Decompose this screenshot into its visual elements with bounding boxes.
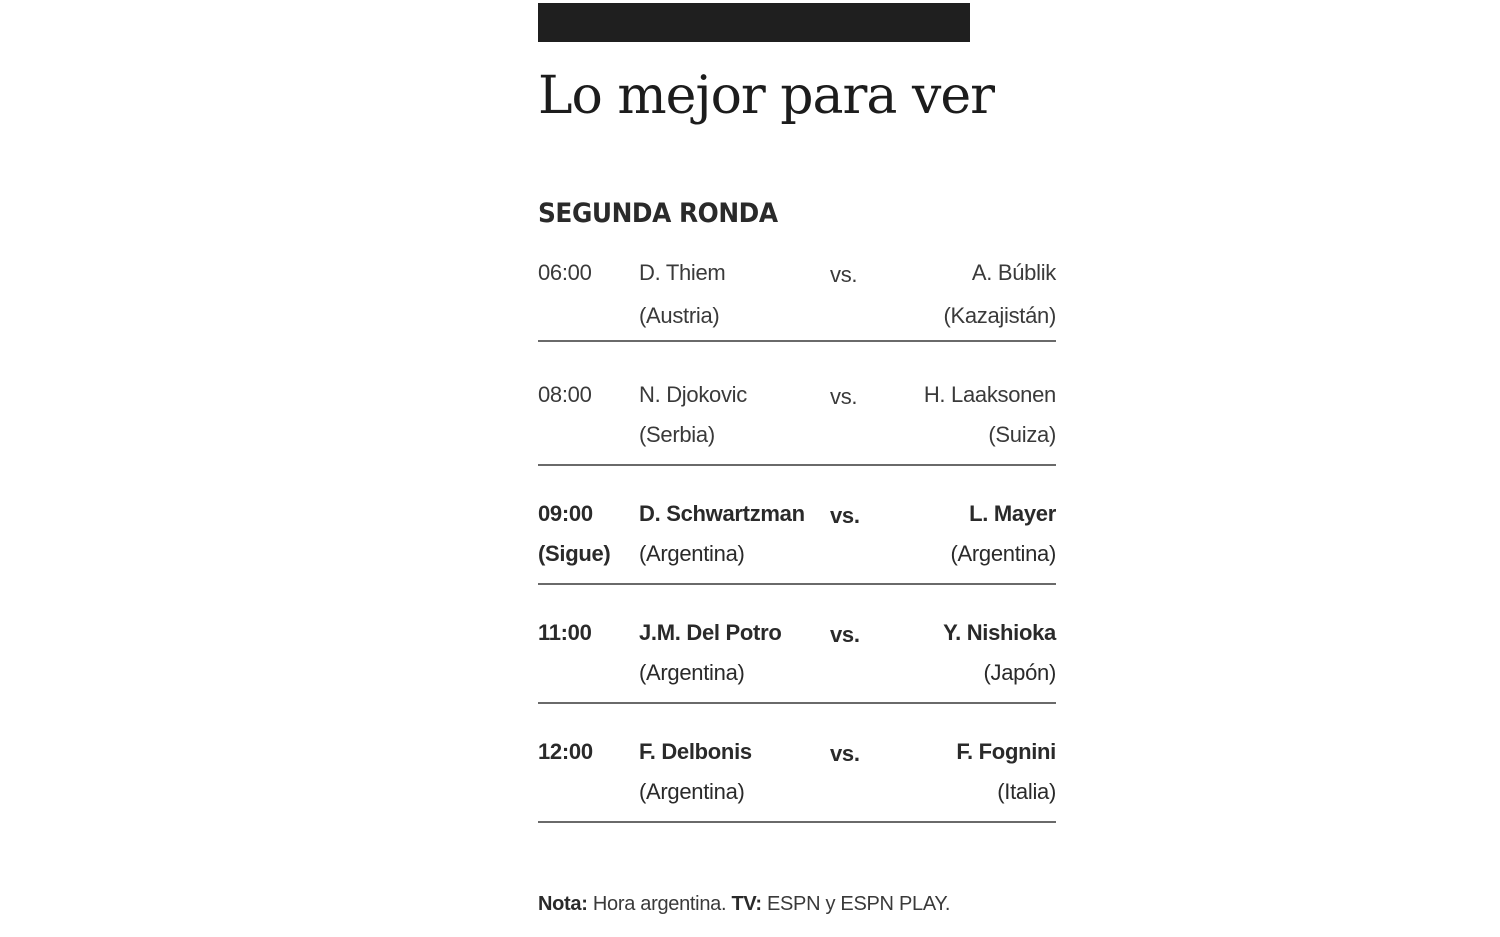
footer-note xyxy=(538,893,950,916)
versus-label: vs. xyxy=(830,384,858,409)
match-time-note: (Sigue) xyxy=(538,541,611,566)
match-time: 06:00 xyxy=(538,260,592,285)
player-one: D. Thiem xyxy=(639,260,726,285)
player-one-country: (Argentina) xyxy=(639,660,745,685)
round-heading: SEGUNDA RONDA xyxy=(538,198,778,229)
match-row-featured xyxy=(538,610,1056,704)
match-time: 11:00 xyxy=(538,620,592,645)
note-text: Hora argentina. xyxy=(587,893,732,915)
player-two: Y. Nishioka xyxy=(943,620,1056,645)
player-one-country: (Argentina) xyxy=(639,779,745,804)
tv-channels: ESPN y ESPN PLAY. xyxy=(761,893,951,915)
player-one-country: (Serbia) xyxy=(639,422,715,447)
player-one: J.M. Del Potro xyxy=(639,620,782,645)
note-label: Nota: xyxy=(538,893,588,915)
player-two-country: (Argentina) xyxy=(950,541,1056,566)
match-list xyxy=(538,250,1056,848)
match-row xyxy=(538,372,1056,466)
match-row-featured xyxy=(538,729,1056,823)
header-bar xyxy=(538,3,970,42)
player-two-country: (Suiza) xyxy=(988,422,1056,447)
page-title: Lo mejor para ver xyxy=(538,66,994,126)
versus-label: vs. xyxy=(830,622,860,647)
player-two: H. Laaksonen xyxy=(923,382,1056,407)
player-one-country: (Austria) xyxy=(639,303,720,328)
player-one: D. Schwartzman xyxy=(639,501,805,526)
player-two-country: (Japón) xyxy=(983,660,1056,685)
versus-label: vs. xyxy=(830,503,860,528)
match-row-featured xyxy=(538,491,1056,585)
player-one-country: (Argentina) xyxy=(639,541,745,566)
player-two-country: (Italia) xyxy=(997,779,1056,804)
player-two: A. Búblik xyxy=(971,260,1056,285)
match-time: 08:00 xyxy=(538,382,592,407)
player-two: L. Mayer xyxy=(969,501,1056,526)
match-time: 12:00 xyxy=(538,739,593,764)
match-row xyxy=(538,250,1056,342)
player-two: F. Fognini xyxy=(956,739,1056,764)
player-one: N. Djokovic xyxy=(639,382,747,407)
player-two-country: (Kazajistán) xyxy=(943,303,1056,328)
versus-label: vs. xyxy=(830,741,860,766)
player-one: F. Delbonis xyxy=(639,739,752,764)
versus-label: vs. xyxy=(830,262,858,287)
match-time: 09:00 xyxy=(538,501,593,526)
tv-label: TV: xyxy=(731,893,762,915)
